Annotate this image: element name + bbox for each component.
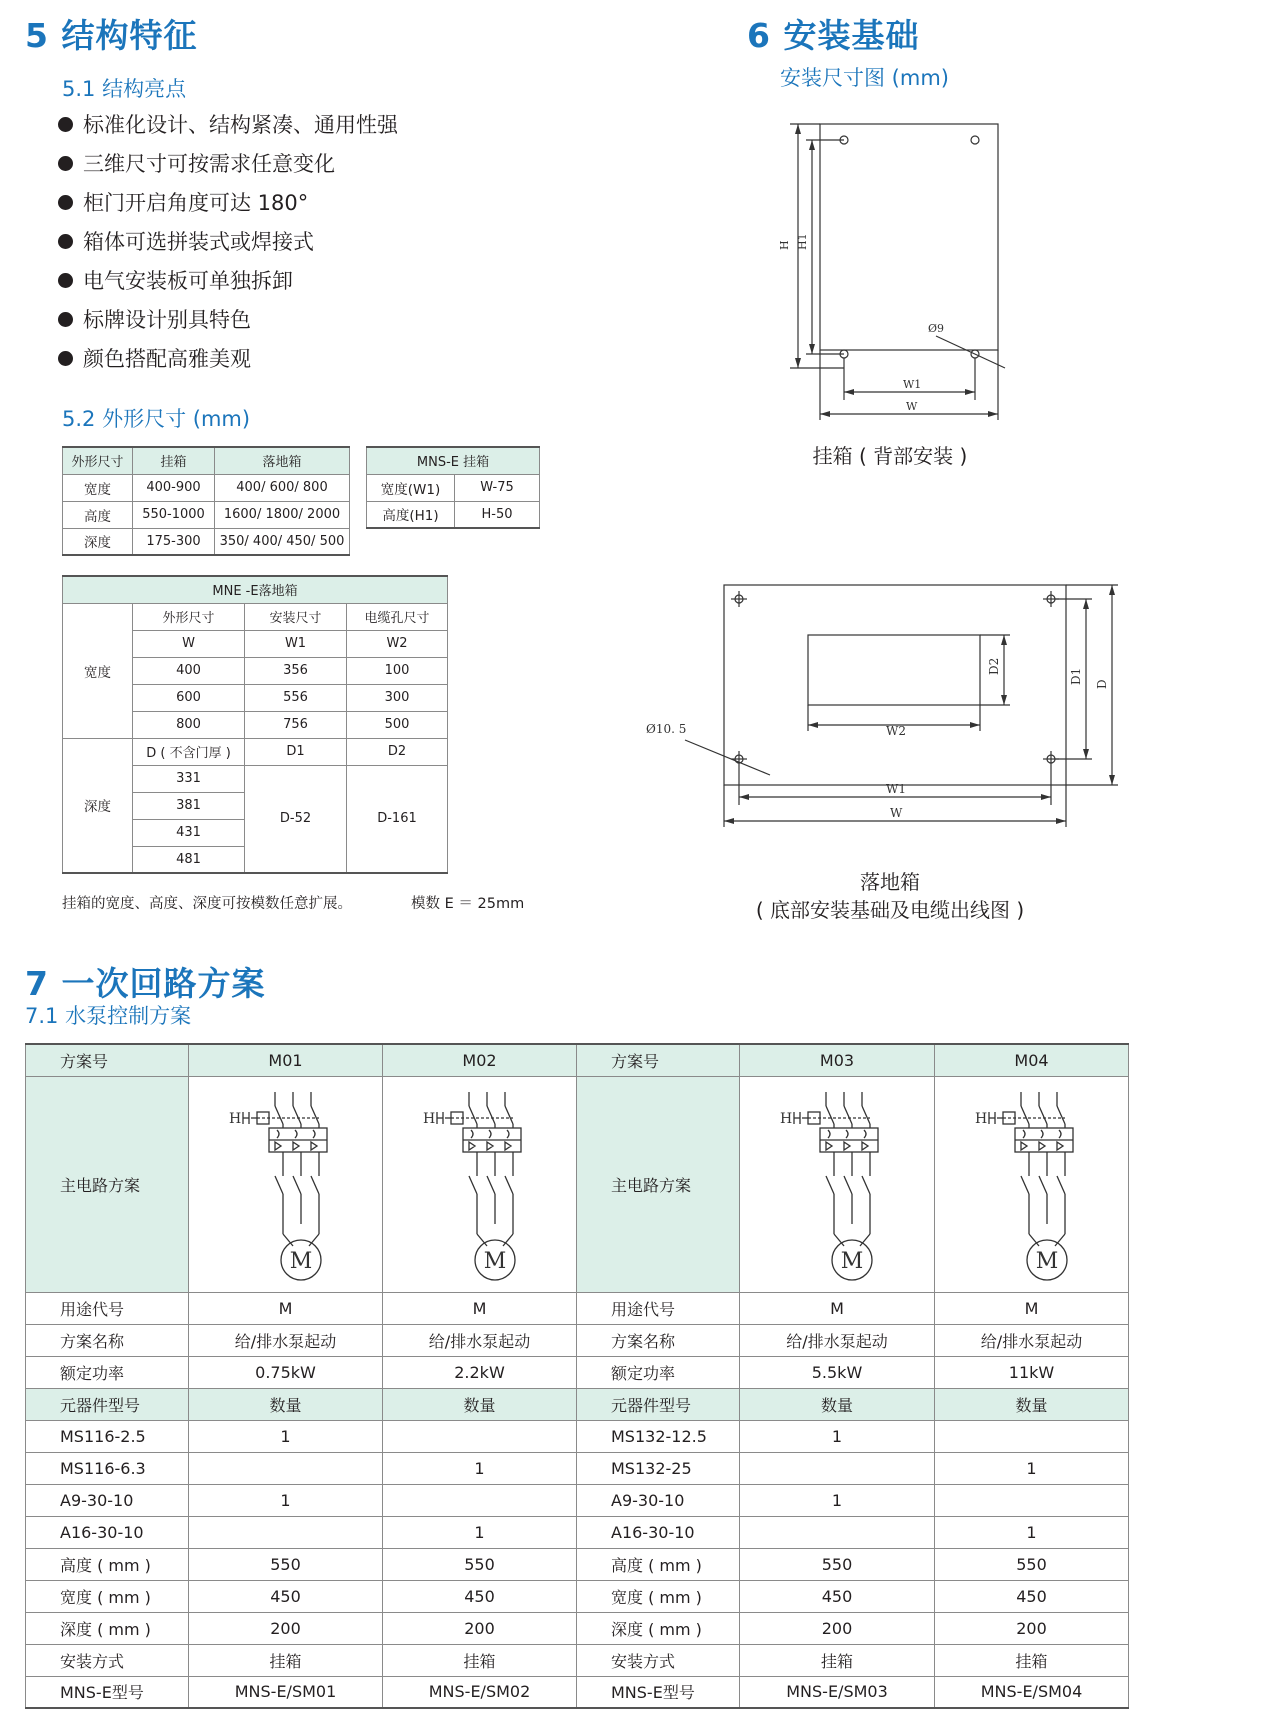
row-label: MS116-2.5	[26, 1420, 189, 1452]
table-row	[26, 1388, 1129, 1420]
wall-box-caption: 挂箱 ( 背部安装 )	[812, 444, 968, 468]
table-cell: 挂箱	[935, 1644, 1129, 1676]
wall-box-drawing	[760, 110, 1020, 430]
dim-label-d2: D2	[987, 657, 1001, 675]
section-7-title: 7 一次回路方案	[25, 964, 266, 1003]
table-cell	[383, 1420, 577, 1452]
row-label: 宽度 ( mm )	[577, 1580, 740, 1612]
table-row	[26, 1484, 1129, 1516]
table-cell: 挂箱	[740, 1644, 935, 1676]
circuit-diagram-m02	[383, 1076, 577, 1292]
table-row: 381	[63, 792, 448, 819]
table-cell: 1	[935, 1516, 1129, 1548]
dim-label-phi10-5: Ø10. 5	[646, 722, 687, 736]
dim-label-d1: D1	[1069, 667, 1083, 685]
table-row: 宽度(W1) W-75	[367, 474, 540, 501]
table-cell: 200	[935, 1612, 1129, 1644]
table-cell: 550	[189, 1548, 383, 1580]
table-cell: 2.2kW	[383, 1356, 577, 1388]
table-cell: 200	[383, 1612, 577, 1644]
floor-box-outline	[724, 585, 1066, 785]
motor-symbol: M	[1035, 1249, 1058, 1274]
circuit-row: 主电路方案 M H M H 主电路方案 M H M H	[26, 1076, 1129, 1292]
dim-label-w1: W1	[903, 378, 922, 391]
table-cell: 1	[189, 1420, 383, 1452]
row-label: 元器件型号	[26, 1388, 189, 1420]
mount-hole-icon	[731, 591, 747, 607]
motor-symbol: M	[289, 1249, 312, 1274]
table-header: 外形尺寸	[63, 447, 133, 474]
mne-e-floor-table: MNE -E落地箱 宽度 外形尺寸 安装尺寸 电缆孔尺寸 W W1 W2 400 356 100 600 556 300 800 756 500 深度 D ( 不含门厚 ) D1 D2 331 D-52 D-161 381 431 481	[62, 575, 448, 874]
handle-symbol: H	[974, 1111, 987, 1127]
row-label: 用途代号	[577, 1292, 740, 1324]
highlights-list	[58, 105, 398, 378]
dim-label-w1: W1	[886, 782, 906, 796]
table-title: MNE -E落地箱	[63, 576, 448, 603]
row-label: MNS-E型号	[577, 1676, 740, 1708]
handle-symbol: H	[228, 1111, 241, 1127]
row-label: 额定功率	[26, 1356, 189, 1388]
row-label: 用途代号	[26, 1292, 189, 1324]
row-label: 安装方式	[577, 1644, 740, 1676]
floor-box-drawing	[640, 575, 1120, 835]
table-cell	[935, 1420, 1129, 1452]
table-cell: 1	[740, 1484, 935, 1516]
table-cell: 550	[383, 1548, 577, 1580]
bullet-item: 箱体可选拼装式或焊接式	[58, 222, 398, 261]
bullet-item: 颜色搭配高雅美观	[58, 339, 398, 378]
row-label: MS132-12.5	[577, 1420, 740, 1452]
circuit-diagram-m04	[935, 1076, 1129, 1292]
row-label: 方案名称	[577, 1324, 740, 1356]
table-cell: MNS-E/SM04	[935, 1676, 1129, 1708]
table-cell	[740, 1516, 935, 1548]
table-row: 331 D-52 D-161	[63, 765, 448, 792]
table-row	[26, 1516, 1129, 1548]
row-label: 高度 ( mm )	[577, 1548, 740, 1580]
table-cell: 11kW	[935, 1356, 1129, 1388]
circuit-diagram-m01	[189, 1076, 383, 1292]
bullet-item: 标牌设计别具特色	[58, 300, 398, 339]
table-cell	[935, 1484, 1129, 1516]
table-row: 481	[63, 846, 448, 873]
table-row	[26, 1548, 1129, 1580]
table-row	[26, 1324, 1129, 1356]
table-row	[26, 1356, 1129, 1388]
table-cell: 200	[740, 1612, 935, 1644]
table-cell: MNS-E/SM01	[189, 1676, 383, 1708]
table-cell: M	[383, 1292, 577, 1324]
floor-box-caption: 落地箱	[860, 870, 920, 894]
table-cell: 1	[383, 1452, 577, 1484]
row-label: A16-30-10	[577, 1516, 740, 1548]
table-header: 电缆孔尺寸	[347, 603, 448, 630]
table-header: 安装尺寸	[245, 603, 347, 630]
table-cell: 0.75kW	[189, 1356, 383, 1388]
bullet-item: 电气安装板可单独拆卸	[58, 261, 398, 300]
circuit-diagram-m03	[740, 1076, 935, 1292]
table-cell: 1	[935, 1452, 1129, 1484]
table-cell: M	[740, 1292, 935, 1324]
table-row: 600 556 300	[63, 684, 448, 711]
mount-hole-icon	[971, 136, 979, 144]
table-cell: 给/排水泵起动	[189, 1324, 383, 1356]
table-cell: 450	[740, 1580, 935, 1612]
table-cell: 5.5kW	[740, 1356, 935, 1388]
section-5-2-title: 5.2 外形尺寸 (mm)	[62, 407, 251, 431]
table-cell	[740, 1452, 935, 1484]
table-row: 深度 D ( 不含门厚 ) D1 D2	[63, 738, 448, 765]
section-5-title: 5 结构特征	[25, 16, 198, 55]
bullet-item: 标准化设计、结构紧凑、通用性强	[58, 105, 398, 144]
table-cell: M	[935, 1292, 1129, 1324]
table-cell	[189, 1452, 383, 1484]
table-header: 外形尺寸	[133, 603, 245, 630]
table-cell: 450	[935, 1580, 1129, 1612]
bullet-dot-icon	[58, 195, 73, 210]
dim-label-h1: H1	[796, 233, 809, 250]
table-cell: 1	[740, 1420, 935, 1452]
table-header-row: 方案号 M01 M02 方案号 M03 M04	[26, 1044, 1129, 1076]
mns-e-wall-table	[366, 446, 540, 529]
table-row	[26, 1420, 1129, 1452]
table-header: 挂箱	[133, 447, 215, 474]
table-row	[26, 1452, 1129, 1484]
table-row	[26, 1676, 1129, 1708]
table-cell: 挂箱	[383, 1644, 577, 1676]
table-cell	[383, 1484, 577, 1516]
table-cell: 1	[189, 1484, 383, 1516]
bullet-item: 三维尺寸可按需求任意变化	[58, 144, 398, 183]
row-label: A9-30-10	[26, 1484, 189, 1516]
bullet-dot-icon	[58, 273, 73, 288]
dim-label-d: D	[1095, 679, 1109, 689]
table-cell: 数量	[383, 1388, 577, 1420]
module-note: 模数 E ＝ 25mm	[411, 896, 525, 912]
table-row: 高度(H1) H-50	[367, 501, 540, 528]
bullet-dot-icon	[58, 351, 73, 366]
section-6-title: 6 安装基础	[747, 16, 920, 55]
row-label: 额定功率	[577, 1356, 740, 1388]
table-cell: 550	[740, 1548, 935, 1580]
table-cell	[189, 1516, 383, 1548]
motor-symbol: M	[483, 1249, 506, 1274]
row-label: MS116-6.3	[26, 1452, 189, 1484]
bullet-dot-icon	[58, 234, 73, 249]
table-cell: 给/排水泵起动	[935, 1324, 1129, 1356]
table-row: 800 756 500	[63, 711, 448, 738]
row-label: 方案名称	[26, 1324, 189, 1356]
table-header: 落地箱	[215, 447, 350, 474]
table-cell: 1	[383, 1516, 577, 1548]
bullet-item: 柜门开启角度可达 180°	[58, 183, 398, 222]
table-row: W W1 W2	[63, 630, 448, 657]
outline-dim-table	[62, 446, 350, 556]
handle-symbol: H	[422, 1111, 435, 1127]
section-7-1-title: 7.1 水泵控制方案	[25, 1004, 192, 1028]
table-row	[26, 1612, 1129, 1644]
table-cell: 200	[189, 1612, 383, 1644]
table-cell: 550	[935, 1548, 1129, 1580]
dim-label-h: H	[778, 240, 791, 250]
table-cell: 给/排水泵起动	[383, 1324, 577, 1356]
table-row: 深度 175-300 350/ 400/ 450/ 500	[63, 528, 350, 555]
table-cell: MNS-E/SM02	[383, 1676, 577, 1708]
table-row: 高度 550-1000 1600/ 1800/ 2000	[63, 501, 350, 528]
row-label: 宽度 ( mm )	[26, 1580, 189, 1612]
table-row: 431	[63, 819, 448, 846]
dim-label-w: W	[906, 400, 918, 413]
row-label: 深度 ( mm )	[577, 1612, 740, 1644]
cable-hole-outline	[808, 635, 980, 705]
table-row: 宽度 400-900 400/ 600/ 800	[63, 474, 350, 501]
table-cell: 挂箱	[189, 1644, 383, 1676]
table-cell: 数量	[189, 1388, 383, 1420]
table-row: 400 356 100	[63, 657, 448, 684]
row-label: 安装方式	[26, 1644, 189, 1676]
table-cell: MNS-E/SM03	[740, 1676, 935, 1708]
table-row	[26, 1580, 1129, 1612]
dim-label-w: W	[890, 806, 903, 820]
row-label: 元器件型号	[577, 1388, 740, 1420]
table-cell: 450	[189, 1580, 383, 1612]
table-header: MNS-E 挂箱	[367, 447, 540, 474]
pump-scheme-table	[25, 1043, 1129, 1709]
section-5-1-title: 5.1 结构亮点	[62, 77, 187, 101]
bullet-dot-icon	[58, 312, 73, 327]
dim-label-w2: W2	[886, 724, 906, 738]
row-label: 深度 ( mm )	[26, 1612, 189, 1644]
table-cell: M	[189, 1292, 383, 1324]
table-row	[26, 1644, 1129, 1676]
section-6-subtitle: 安装尺寸图 (mm)	[780, 66, 949, 90]
table-cell: 给/排水泵起动	[740, 1324, 935, 1356]
bullet-dot-icon	[58, 156, 73, 171]
motor-symbol: M	[840, 1249, 864, 1274]
expand-note: 挂箱的宽度、高度、深度可按模数任意扩展。	[62, 896, 352, 912]
row-label: 高度 ( mm )	[26, 1548, 189, 1580]
handle-symbol: H	[780, 1111, 793, 1127]
bullet-dot-icon	[58, 117, 73, 132]
table-cell: 数量	[740, 1388, 935, 1420]
dim-label-phi9: Ø9	[928, 322, 945, 335]
table-cell: 数量	[935, 1388, 1129, 1420]
row-label: MS132-25	[577, 1452, 740, 1484]
table-cell: 450	[383, 1580, 577, 1612]
row-label: A16-30-10	[26, 1516, 189, 1548]
row-label: MNS-E型号	[26, 1676, 189, 1708]
floor-box-caption-sub: ( 底部安装基础及电缆出线图 )	[755, 898, 1025, 922]
table-row	[26, 1292, 1129, 1324]
row-label: A9-30-10	[577, 1484, 740, 1516]
wall-box-outline	[820, 124, 998, 350]
